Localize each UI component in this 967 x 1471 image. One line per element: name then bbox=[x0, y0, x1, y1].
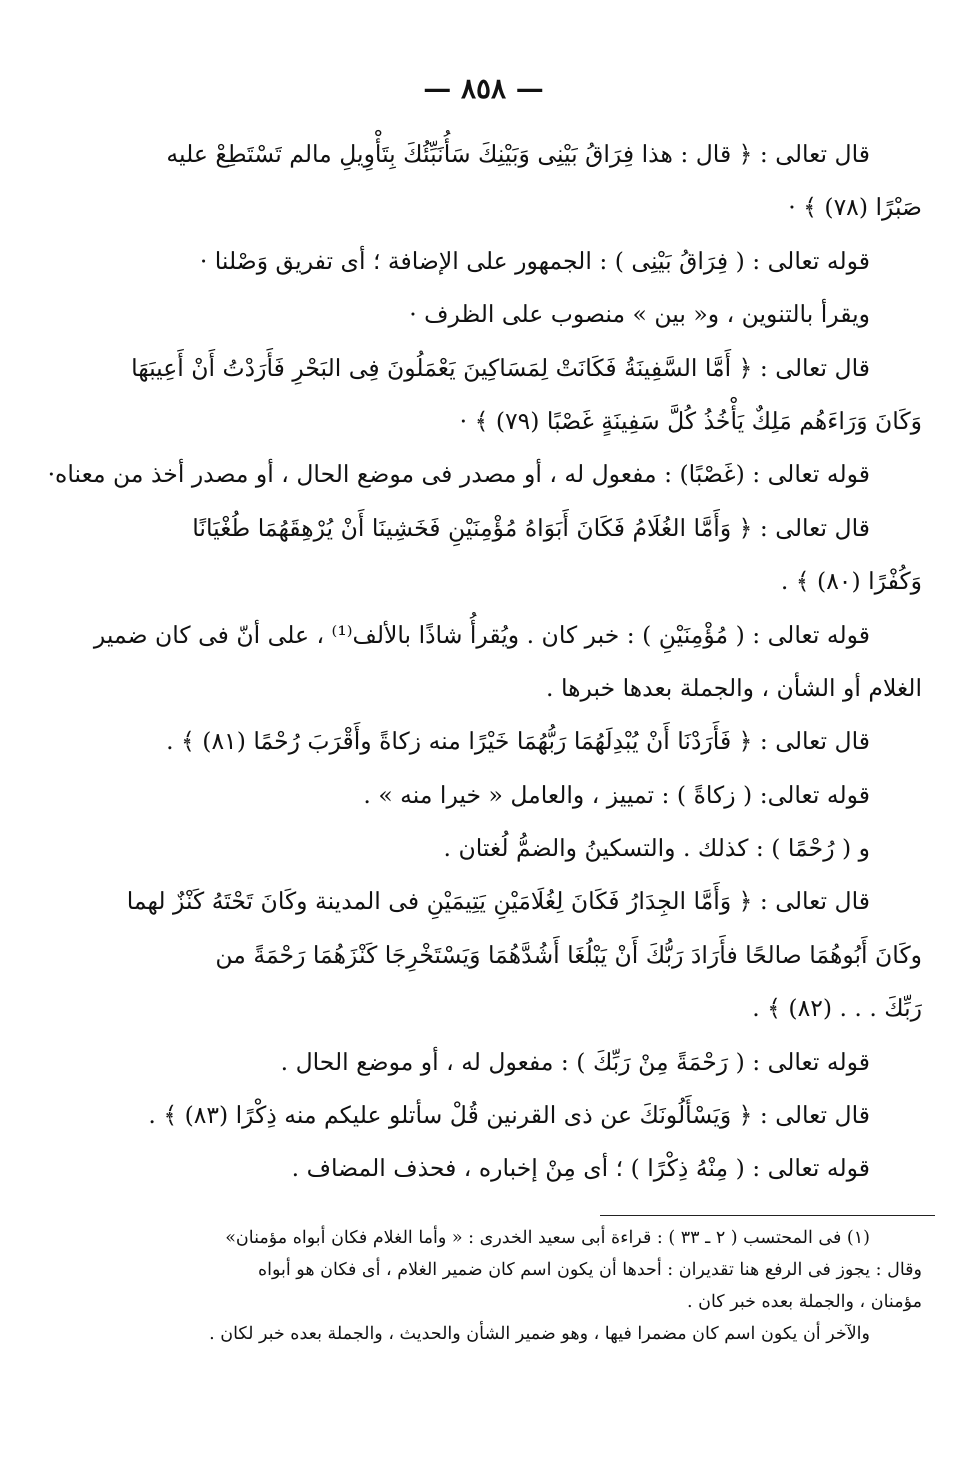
text-line: قال تعالى : ﴿ وَأَمَّا الجِدَارُ فَكَانَ لِغُلَامَيْنِ يَتِيمَيْنِ فى المدينة وكَانَ تَحْتَهُ كَنْزٌ لهما bbox=[126, 887, 870, 916]
page-number: — ٨٥٨ — bbox=[423, 72, 544, 105]
text-line: قال تعالى : ﴿ أَمَّا السَّفِينَةُ فَكَانَتْ لِمَسَاكِينَ يَعْمَلُونَ فِى البَحْرِ فَأَرَدْتُ أَنْ أَعِيبَهَا bbox=[131, 353, 870, 382]
text-line: وَكُفْرًا (٨٠) ﴾ . bbox=[780, 567, 922, 596]
text-line: قال تعالى : ﴿ وَيَسْأَلُونَكَ عن ذى القرنين قُلْ سأتلو عليكم منه ذِكْرًا (٨٣) ﴾ . bbox=[148, 1101, 870, 1130]
footnote-line: وقال : يجوز فى الرفع هنا تقديران : أحدها أن يكون اسم كان ضمير الغلام ، أى فكان هو أبواه bbox=[257, 1260, 922, 1280]
text-line: و ( رُحْمًا ) : كذلك . والتسكينُ والضمُّ لُغتان . bbox=[443, 834, 870, 863]
text-line: قوله تعالى : ( مُؤْمِنَيْنِ ) : خبر كان . ويُقرأُ شاذًا بالألف⁽¹⁾ ، على أنّ فى كان ضمير bbox=[93, 620, 870, 649]
footnotes bbox=[150, 1222, 922, 1350]
text-line: وكَانَ أَبُوهُمَا صالحًا فأَرَادَ رَبُّكَ أَنْ يَبْلُغَا أَشُدَّهُمَا وَيَسْتَخْرِجَا كَنْزَهُمَا رَحْمَةً من bbox=[215, 940, 922, 969]
text-line: قال تعالى : ﴿ قال : هذا فِرَاقُ بَيْنِى وَبَيْنِكَ سَأُنَبِّئُكَ بِتَأْوِيلِ مالم تَسْتَطِعْ عليه bbox=[166, 140, 870, 168]
footnote-divider bbox=[600, 1215, 935, 1216]
text-line: قوله تعالى : ( فِرَاقُ بَيْنِى ) : الجمهور على الإضافة ؛ أى تفريق وَصْلنا · bbox=[199, 246, 870, 275]
text-line: قوله تعالى: ( زكاةً ) : تمييز ، والعامل « خيرا منه » . bbox=[363, 780, 870, 809]
text-line: قوله تعالى : (غَصْبًا) : مفعول له ، أو مصدر فى موضع الحال ، أو مصدر أخذ من معناه· bbox=[47, 460, 870, 489]
footnote-line: مؤمنان ، والجملة بعده خبر كان . bbox=[686, 1292, 922, 1312]
main-text bbox=[47, 128, 922, 1196]
text-line: رَبِّكَ . . . (٨٢) ﴾ . bbox=[752, 994, 922, 1023]
text-line: قوله تعالى : ( رَحْمَةً مِنْ رَبِّكَ ) : مفعول له ، أو موضع الحال . bbox=[280, 1047, 870, 1076]
text-line: قال تعالى : ﴿ وَأَمَّا الغُلَامُ فَكَانَ أَبَوَاهُ مُؤْمِنَيْنِ فَخَشِينَا أَنْ يُرْهِقَهُمَا طُغْيَانًا bbox=[192, 513, 870, 542]
text-line: صَبْرًا (٧٨) ﴾ · bbox=[788, 193, 922, 222]
text-line: الغلام أو الشأن ، والجملة بعدها خبرها . bbox=[546, 673, 922, 702]
footnote-line: (١) فى المحتسب ( ٢ ـ ٣٣ ) : قراءة أبى سعيد الخدرى : « وأما الغلام فكان أبواه مؤمنان» bbox=[225, 1228, 870, 1248]
text-line: قال تعالى : ﴿ فَأَرَدْنَا أَنْ يُبْدِلَهُمَا رَبُّهُمَا خَيْرًا منه زكاةً وأَقْرَبَ رُحْمًا (٨١) ﴾ . bbox=[166, 727, 870, 756]
footnote-line: والآخر أن يكون اسم كان مضمرا فيها ، وهو ضمير الشأن والحديث ، والجملة بعده خبر لكان . bbox=[209, 1324, 870, 1344]
text-line: قوله تعالى : ( مِنْهُ ذِكْرًا ) ؛ أى مِنْ إخباره ، فحذف المضاف . bbox=[291, 1154, 870, 1183]
text-line: وَكَانَ وَرَاءَهُم مَلِكٌ يَأْخُذُ كُلَّ سَفِينَةٍ غَصْبًا (٧٩) ﴾ · bbox=[459, 406, 922, 435]
text-line: ويقرأ بالتنوين ، و« بين » منصوب على الظرف · bbox=[409, 300, 870, 329]
